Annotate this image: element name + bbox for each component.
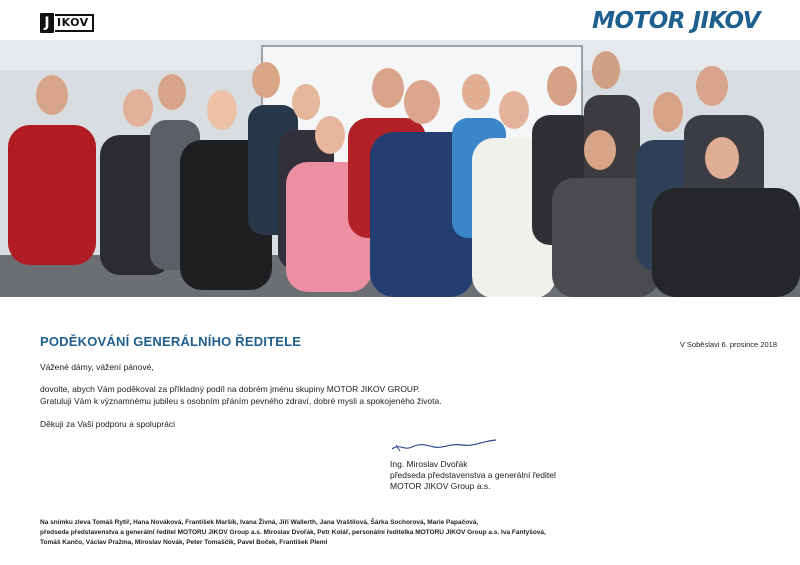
paragraph-line-2: Gratuluji Vám k významnému jubileu s osobním přáním pevného zdraví, dobré mysli a spokojeného života. [40, 396, 442, 406]
signature-block [390, 459, 556, 492]
signer-name: Ing. Miroslav Dvořák [390, 459, 468, 469]
thanks-line: Děkuji za Vaši podporu a spolupráci [40, 419, 175, 429]
letter-date: V Soběslavi 6. prosince 2018 [679, 340, 777, 349]
salutation: Vážené dámy, vážení pánové, [40, 362, 154, 372]
caption-line-2: předseda představenstva a generální ředitel MOTORU JIKOV Group a.s. Miroslav Dvořák, Petr Kolář, personální ředitelka MOTORU JIKOV Group a.s. Iva Fantyšová, [40, 529, 546, 536]
caption-line-3: Tomáš Kančo, Václav Pražma, Miroslav Novák, Peter Tomaščík, Pavel Boček, František Pleml [40, 539, 328, 546]
group-photo-illustration [0, 40, 800, 297]
group-photo [0, 40, 800, 297]
motor-jikov-logo: MOTOR JIKOV [592, 8, 760, 34]
jikov-logo-mark: J [40, 13, 54, 33]
caption-line-1: Na snímku zleva Tomáš Rytíř, Hana Nováková, František Maršík, Ivana Živná, Jiří Wallerth, Jana Vraštilová, Šárka Sochorová, Marie Papačová, [40, 519, 479, 526]
handwritten-signature [390, 435, 500, 462]
photo-caption [40, 518, 760, 548]
signer-role: předseda představenstva a generální ředitel [390, 470, 556, 480]
jikov-logo [40, 12, 94, 34]
jikov-logo-text: IKOV [55, 14, 94, 32]
paragraph-line-1: dovolte, abych Vám poděkoval za příkladný podíl na dobrém jménu skupiny MOTOR JIKOV GROUP. [40, 384, 421, 394]
signer-company: MOTOR JIKOV Group a.s. [390, 481, 491, 491]
letter-title: PODĚKOVÁNÍ GENERÁLNÍHO ŘEDITELE [40, 334, 302, 349]
